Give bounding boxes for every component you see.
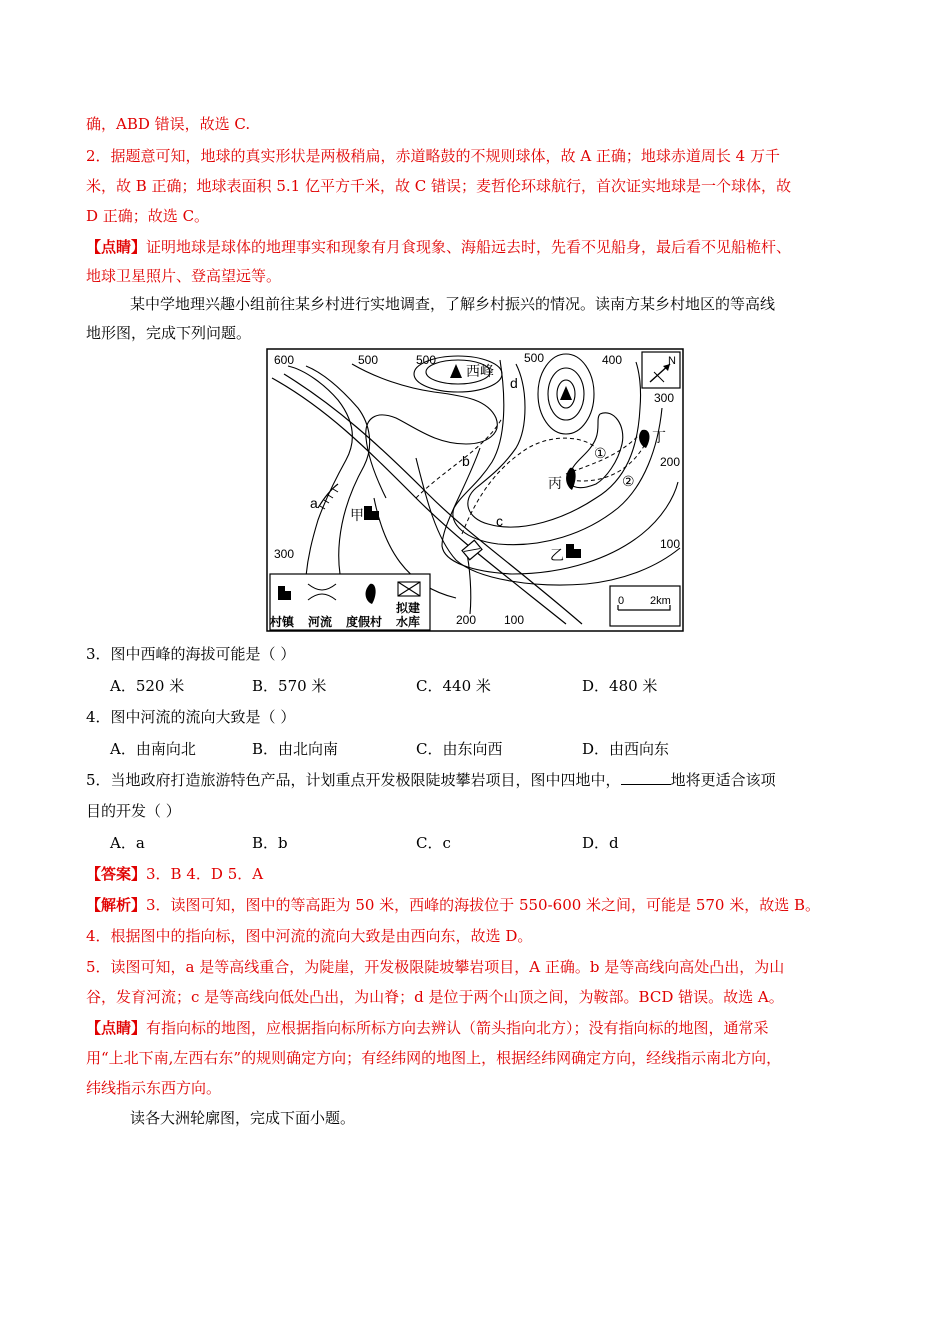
text-line: 地球卫星照片、登高望远等。 bbox=[86, 267, 282, 285]
analysis-line: 【解析】3．读图可知，图中的等高距为 50 米，西峰的海拔位于 550-600 米之间，可能是 570 米，故选 B。 bbox=[86, 896, 821, 914]
answer-tag: 【答案】 bbox=[86, 865, 147, 883]
answer-blank bbox=[621, 770, 671, 785]
point-c: c bbox=[496, 513, 503, 529]
option: B．570 米 bbox=[252, 677, 327, 695]
analysis-line: 4．根据图中的指向标，图中河流的流向大致是由西向东，故选 D。 bbox=[86, 927, 533, 945]
contour-label: 500 bbox=[358, 353, 379, 367]
option: A．520 米 bbox=[110, 677, 185, 695]
question-4: 4．图中河流的流向大致是（ ） bbox=[86, 708, 296, 726]
answer-line: 【答案】3．B 4．D 5．A bbox=[86, 865, 264, 883]
contour-label: 300 bbox=[654, 391, 675, 405]
contour-label: 200 bbox=[456, 613, 477, 627]
legend-river: 河流 bbox=[308, 615, 333, 629]
place-ding: 丁 bbox=[652, 429, 666, 445]
contour-label: 400 bbox=[602, 353, 623, 367]
legend-reservoir: 水库 bbox=[396, 615, 421, 629]
point-a: a bbox=[310, 495, 318, 511]
tip-line: 用“上北下南,左西右东”的规则确定方向；有经纬网的地图上，根据经纬网确定方向，经线指示南北方向， bbox=[86, 1049, 782, 1067]
tip-tag: 【点睛】 bbox=[86, 1019, 147, 1037]
place-yi: 乙 bbox=[550, 547, 564, 563]
text-line: 2．据题意可知，地球的真实形状是两极稍扁，赤道略鼓的不规则球体，故 A 正确；地球赤道周长 4 万千 bbox=[86, 147, 780, 165]
option: A．a bbox=[110, 834, 145, 852]
tip-tag: 【点睛】 bbox=[86, 238, 147, 256]
legend-planned: 拟建 bbox=[396, 601, 421, 615]
intro-line: 某中学地理兴趣小组前往某乡村进行实地调查，了解乡村振兴的情况。读南方某乡村地区的等高线 bbox=[130, 295, 776, 313]
intro-line: 读各大洲轮廓图，完成下面小题。 bbox=[130, 1109, 356, 1127]
text-line: D 正确；故选 C。 bbox=[86, 207, 210, 225]
scale-zero: 0 bbox=[618, 595, 625, 607]
tip-line: 纬线指示东西方向。 bbox=[86, 1079, 222, 1097]
contour-label: 500 bbox=[524, 351, 545, 365]
question-5-cont: 目的开发（ ） bbox=[86, 802, 181, 820]
option: C．c bbox=[416, 834, 451, 852]
scale-km: 2km bbox=[650, 595, 671, 607]
option: C．440 米 bbox=[416, 677, 491, 695]
option: C．由东向西 bbox=[416, 740, 503, 758]
contour-label: 600 bbox=[274, 353, 295, 367]
north-label: N bbox=[668, 355, 676, 367]
contour-map bbox=[266, 348, 684, 632]
analysis-tag: 【解析】 bbox=[86, 896, 147, 914]
legend-village: 村镇 bbox=[270, 615, 295, 629]
point-b: b bbox=[462, 453, 470, 469]
peak-label: 西峰 bbox=[466, 363, 494, 379]
text-line: 确，ABD 错误，故选 C. bbox=[86, 115, 251, 133]
analysis-line: 5．读图可知，a 是等高线重合，为陡崖，开发极限陡坡攀岩项目，A 正确。b 是等高线向高处凸出，为山 bbox=[86, 958, 785, 976]
question-5: 5．当地政府打造旅游特色产品，计划重点开发极限陡坡攀岩项目，图中四地中， 地将更适合该项 bbox=[86, 771, 776, 789]
option: D．由西向东 bbox=[582, 740, 670, 758]
contour-label: 500 bbox=[416, 353, 437, 367]
circled-1: ① bbox=[594, 445, 607, 461]
contour-label: 100 bbox=[504, 613, 525, 627]
option: B．由北向南 bbox=[252, 740, 339, 758]
contour-label: 200 bbox=[660, 455, 681, 469]
option: D．d bbox=[582, 834, 619, 852]
legend-resort: 度假村 bbox=[346, 615, 383, 629]
text-line: 【点睛】证明地球是球体的地理事实和现象有月食现象、海船远去时，先看不见船身，最后看不见船桅杆、 bbox=[86, 238, 792, 256]
contour-label: 300 bbox=[274, 547, 295, 561]
option: B．b bbox=[252, 834, 288, 852]
intro-line: 地形图，完成下列问题。 bbox=[86, 324, 252, 342]
question-3: 3．图中西峰的海拔可能是（ ） bbox=[86, 645, 296, 663]
place-jia: 甲 bbox=[350, 507, 364, 523]
contour-label: 100 bbox=[660, 537, 681, 551]
text-line: 米，故 B 正确；地球表面积 5.1 亿平方千米，故 C 错误；麦哲伦环球航行，首次证实地球是一个球体，故 bbox=[86, 177, 791, 195]
point-d: d bbox=[510, 375, 518, 391]
tip-line: 【点睛】有指向标的地图，应根据指向标所标方向去辨认（箭头指向北方）；没有指向标的地图，通常采 bbox=[86, 1019, 769, 1037]
place-bing: 丙 bbox=[548, 475, 562, 491]
option: D．480 米 bbox=[582, 677, 658, 695]
option: A．由南向北 bbox=[110, 740, 196, 758]
circled-2: ② bbox=[622, 473, 635, 489]
analysis-line: 谷，发育河流；c 是等高线向低处凸出，为山脊；d 是位于两个山顶之间，为鞍部。BCD 错误。故选 A。 bbox=[86, 988, 784, 1006]
